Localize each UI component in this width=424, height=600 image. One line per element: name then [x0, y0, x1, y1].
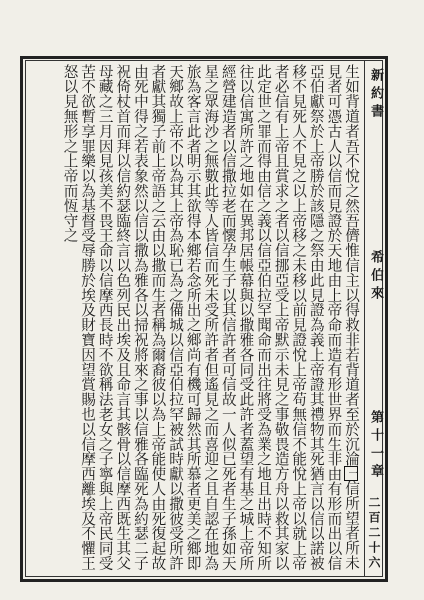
header-divider [364, 60, 365, 577]
chapter-body [30, 64, 360, 574]
book-name: 希伯來 [368, 250, 383, 304]
page-number: 二百二十六 [367, 496, 381, 571]
chapter-heading: 第十一章 [368, 410, 383, 482]
body-text-after: 信所望者所未見者可憑古人以信而見證於天地由上帝命而造有形世界而生非由有形而出以信亞伯獻祭於上帝勝於該隱之祭由此見證為義上帝證其禮物其死猶言以信以諾被移不見死人不見之以上帝移之未移以前見證悅上帝苟無信不能悅上帝以就上帝者必信有上帝且賞求之者以信挪亞受上帝默示未見之事敬畏造方舟以救其家以此定世之罪而得由信之義以信亞伯拉罕聞命而出往將受為業之地且出時不知所往以信寓所許之地如在異邦居帳幕與以撒雅各同受此許者蓋望有基之城上帝所經營建造者以信撒拉老而懷孕生子以其信許者可信故一人似已死者生子孫如天星之眾海沙之無數此等人皆信而死未受所許者但遙見之而喜迎之且自認在地為旅為客言此者明示其欲得本鄉若念所出之鄉尚有機可歸然其所慕者更美之鄉即天鄉故上帝不以為其上帝為恥已為之備城以信亞伯拉罕被試時獻以撒彼受所許者獻其獨子前上帝語之云由以撒而生者稱為爾裔彼以為上帝能使人由死復起故由死中得之若表象然以信以撒為雅各以掃祝將來之事以信雅各臨死為約瑟二子祝倚杖首而拜以信約瑟臨終言以色列民出埃及且命言其骸骨以信摩西既生其父母藏之三月因見孩美不畏王命以信摩西長時不欲稱法老女之子寧與上帝民同受苦不欲暫享罪樂以為基督受辱勝於埃及財寶因望賞賜也以信摩西離埃及不懼王怒以見無形之上帝而恆守之 [61, 64, 360, 571]
book-title: 新約書 [368, 68, 383, 122]
verse-marker: 一 [346, 468, 357, 479]
body-text-before: 生如背道者吾不悅之然吾儕惟信主以得救非若背道者至於沉淪 [343, 64, 360, 467]
